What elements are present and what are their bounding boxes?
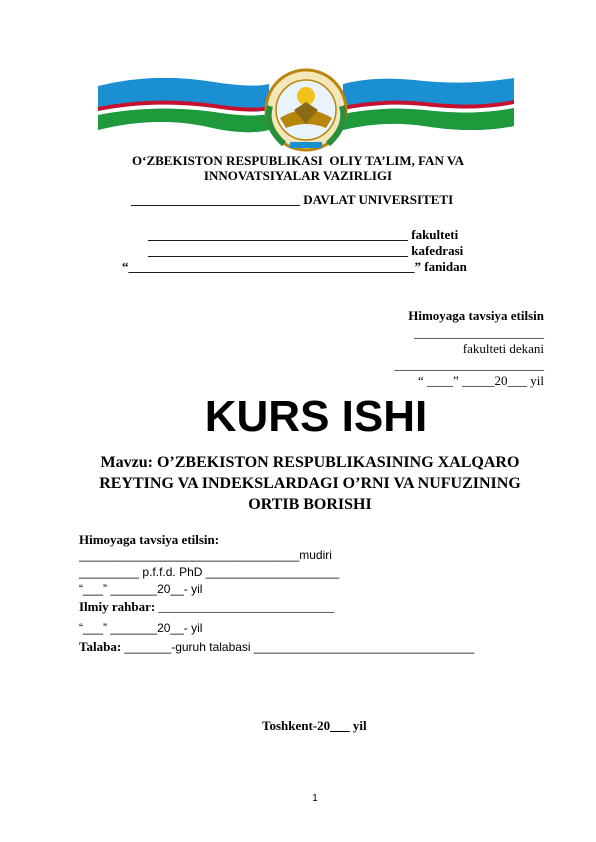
student-label: Talaba: xyxy=(79,639,122,654)
department-line xyxy=(148,243,463,259)
approval-right-date: “ ____” _____20___ yil xyxy=(417,373,544,388)
state-emblem-banner xyxy=(86,48,510,134)
page-title: KURS ISHI xyxy=(204,392,428,441)
faculty-label: fakulteti xyxy=(411,227,459,242)
department-head-line: _________________________________mudiri xyxy=(79,548,332,562)
department-blank: ________________________________________ xyxy=(148,243,408,258)
student-line xyxy=(79,639,474,655)
university-blank: __________________________ xyxy=(131,192,300,207)
supervisor-blank: ___________________________ xyxy=(155,599,334,614)
student-group-line: _______-guruh talabasi _________________________________ xyxy=(121,640,475,654)
approval-date-1: “___” _______20__- yil xyxy=(79,582,203,596)
faculty-line xyxy=(148,227,458,243)
approval-left-title: Himoyaga tavsiya etilsin: xyxy=(79,532,220,547)
approval-right-title: Himoyaga tavsiya etilsin xyxy=(408,308,544,323)
topic-line-3: ORTIB BORISHI xyxy=(248,496,372,513)
ministry-line-1: O‘ZBEKISTON RESPUBLIKASI OLIY TA’LIM, FAN VA xyxy=(132,153,464,168)
supervisor-line xyxy=(79,599,334,615)
ministry-line-2: INNOVATSIYALAR VAZIRLIGI xyxy=(203,168,393,183)
dean-label: fakulteti dekani xyxy=(462,341,544,356)
topic-line-1: Mavzu: O’ZBEKISTON RESPUBLIKASINING XALQARO xyxy=(100,454,520,471)
faculty-blank: ________________________________________ xyxy=(148,227,408,242)
page-number: 1 xyxy=(312,793,318,804)
approval-right-blank-2: _______________________ xyxy=(394,357,544,372)
university-line xyxy=(131,192,453,208)
phd-line: _________ p.f.f.d. PhD ____________________ xyxy=(79,565,340,579)
university-label: DAVLAT UNIVERSITETI xyxy=(303,192,454,207)
approval-date-2: “___” _______20__- yil xyxy=(79,621,203,635)
city-prefix: Toshkent-20 xyxy=(262,718,331,733)
supervisor-label: Ilmiy rahbar: xyxy=(79,599,156,614)
city-year-line xyxy=(262,718,367,734)
topic-line-2: REYTING VA INDEKSLARDAGI O’RNI VA NUFUZINING xyxy=(99,475,521,492)
flag-emblem-icon xyxy=(94,66,518,152)
subject-line: “____________________________________________” fanidan xyxy=(122,259,467,274)
city-suffix: yil xyxy=(349,718,367,733)
approval-right-blank-1: ____________________ xyxy=(414,325,544,340)
department-label: kafedrasi xyxy=(411,243,464,258)
city-year-blank: ___ xyxy=(330,718,350,733)
